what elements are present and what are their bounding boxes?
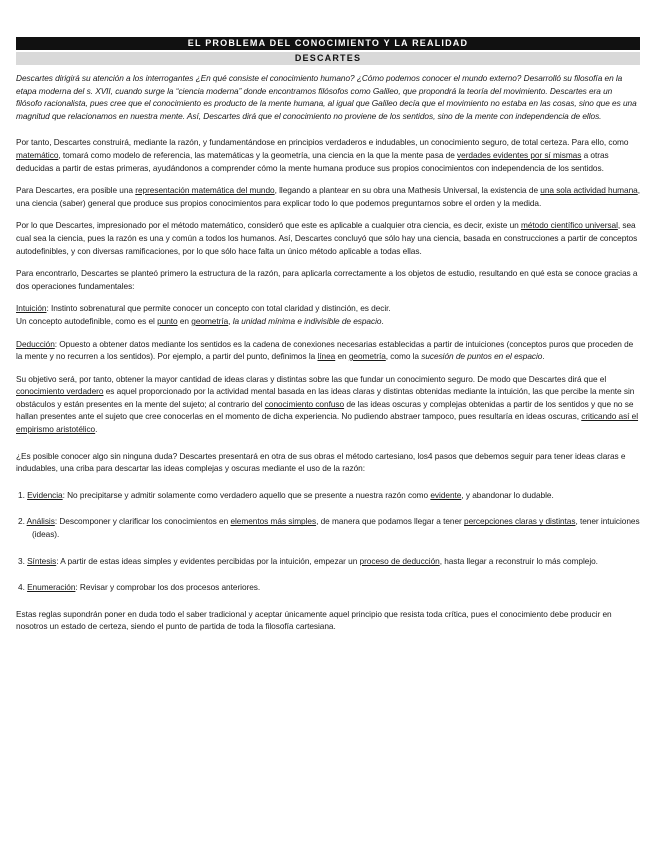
step-evidencia: 1. Evidencia: No precipitarse y admitir solamente como verdadero aquello que se presente a nuestra razón como evidente, y abandonar lo dudable. <box>18 489 554 500</box>
paragraph-razon: Por tanto, Descartes construirá, mediante la razón, y fundamentándose en principios verdaderos e indudables, un conocimiento seguro, de total certeza. Para ello, como matemático, tomará como modelo de referencia, las matemáticas y la geometría, una ciencia en la que la mente pasa de verdades evidentes por sí mismas a otras deducidas a partir de estas primeras, ayudándonos a comprender cómo la mente humana produce sus propios conocimientos con independencia de los sentidos. <box>16 137 629 173</box>
definition-intuicion: Intuición: Instinto sobrenatural que permite conocer un concepto con total claridad y distinción, es decir. Un concepto autodefinible, como es el punto en geometría, la unidad mínima e indivisible de espacio. <box>16 303 391 326</box>
paragraph-objetivo: Su objetivo será, por tanto, obtener la mayor cantidad de ideas claras y distintas sobre las que fundar un conocimiento seguro. De modo que Descartes dirá que el conocimiento verdadero es aquel proporcionado por la actividad mental basada en las ideas claras y distintas obtenidas mediante la intuición, las que percibe la mente sin obstáculos y están presentes en la mente del sujeto; al contrario del conocimiento confuso de las ideas oscuras y complejas obtenidas a partir de los sentidos y que no se hallan presentes ante el sujeto que cree conocerlas en el momento de dicha experiencia. No pudiendo abstraer tampoco, pues resultaría en ideas oscuras, criticando así el empirismo aristotélico. <box>16 373 639 435</box>
paragraph-pregunta: ¿Es posible conocer algo sin ninguna duda? Descartes presentará en otra de sus obras el método cartesiano, los4 pasos que debemos seguir para tener ideas claras e indudables, una criba para descartar las ideas complejas y oscuras mediante el uso de la razón: <box>16 450 626 474</box>
document-title: EL PROBLEMA DEL CONOCIMIENTO Y LA REALIDAD <box>16 37 640 50</box>
definition-deduccion: Deducción: Opuesto a obtener datos mediante los sentidos es la cadena de conexiones necesarias establecidas a partir de intuiciones (conceptos puros que proceden de la mente y no recurren a los sentidos). Por ejemplo, a partir del punto, definimos la línea en geometría, como la sucesión de puntos en el espacio. <box>16 338 634 362</box>
step-enumeracion: 4. Enumeración: Revisar y comprobar los dos procesos anteriores. <box>18 582 261 593</box>
step-analisis: 2. Análisis: Descomponer y clarificar los conocimientos en elementos más simples, de manera que podamos llegar a tener percepciones claras y distintas, tener intuiciones (ideas). <box>18 516 640 540</box>
step-sintesis: 3. Síntesis: A partir de estas ideas simples y evidentes percibidas por la intuición, empezar un proceso de deducción, hasta llegar a reconstruir lo más complejo. <box>18 555 598 566</box>
paragraph-metodo: Por lo que Descartes, impresionado por el método matemático, consideró que este es aplicable a cualquier otra ciencia, es decir, existe un método científico universal, sea cual sea la ciencia, pues la razón es una y común a todos los humanos. Así, Descartes concluyó que sólo hay una ciencia, basada en construcciones a partir de conceptos autodefinibles, y con diversas ramificaciones, por lo que sólo hace falta un único método aplicable a todas ellas. <box>16 220 638 256</box>
section-title: DESCARTES <box>16 52 640 65</box>
document-page <box>16 37 640 633</box>
paragraph-mathesis: Para Descartes, era posible una representación matemática del mundo, llegando a plantear en su obra una Mathesis Universal, la existencia de una sola actividad humana, una ciencia (saber) general que produce sus propios conocimientos para explicar todo lo que podemos preguntarnos sobre el orden y la medida. <box>16 185 640 208</box>
paragraph-conclusion: Estas reglas supondrán poner en duda todo el saber tradicional y aceptar únicamente aquel principio que resista toda crítica, pues el conocimiento debe producir en nosotros un estado de certeza, siendo el punto de partida de toda la filosofía cartesiana. <box>16 608 612 632</box>
intro-paragraph: Descartes dirigirá su atención a los interrogantes ¿En qué consiste el conocimiento humano? ¿Cómo podemos conocer el mundo externo? Desarrolló su filosofía en la etapa moderna del s. XVII, cuando surge la “ciencia moderna” donde encontramos filósofos como Galileo, que propondrá la teoría del movimiento. Descartes era un filósofo racionalista, pues cree que el conocimiento es producto de la mente humana, al igual que Galileo decía que el movimiento no estaba en las cosas, sino que es una magnitud que relacionamos en nuestra mente. Así, Descartes dirá que el conocimiento no proviene de los sentidos, sino de la mente con independencia de ellos. <box>16 73 637 121</box>
paragraph-operaciones: Para encontrarlo, Descartes se planteó primero la estructura de la razón, para aplicarla correctamente a los objetos de estudio, resultando en qué esta se conoce gracias a dos operaciones fundamentales: <box>16 268 638 291</box>
